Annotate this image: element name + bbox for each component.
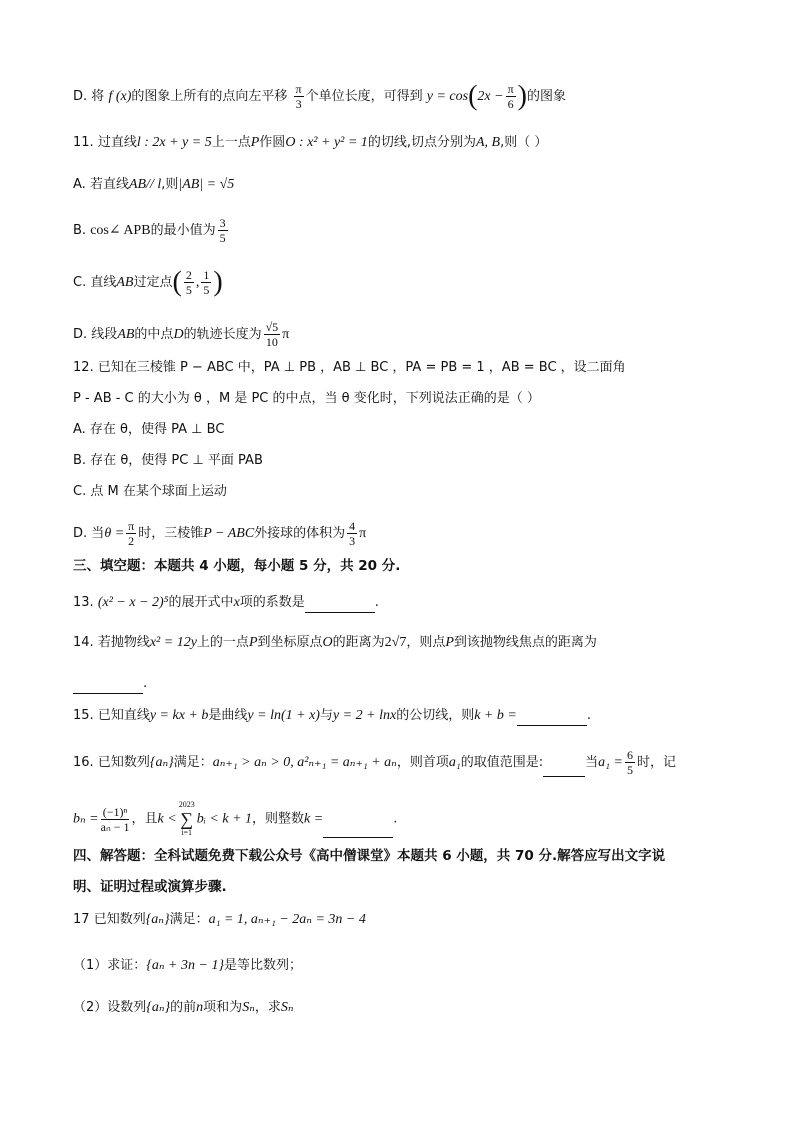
summation: 2023 ∑ i=1 (178, 800, 195, 837)
q10-option-d: D. 将 f (x)的图象上所有的点向左平移 $\frac{\pi}{3}$ 个单位长度，可得到 y = cos(2x − $\frac{\pi}{6}$ )的图象 (73, 80, 566, 112)
q11-option-d: D. 线段AB的中点D的轨迹长度为 $\frac{√5}{10}$ π (73, 320, 290, 349)
section-4-title-line1: 四、解答题：全科试题免费下载公众号《高中僧课堂》本题共 6 小题，共 70 分.解答应写出文字说 (73, 848, 666, 864)
answer-blank[interactable] (543, 756, 585, 777)
q14-blank-line: . (73, 673, 147, 694)
answer-blank[interactable] (305, 592, 375, 613)
q17-stem: 17 已知数列{aₙ}满足：a₁ = 1, aₙ₊₁ − 2aₙ = 3n − 4 (73, 912, 366, 927)
q14: 14. 若抛物线x² = 12y上的一点P到坐标原点O的距离为2√7，则点P到该抛物线焦点的距离为 (73, 635, 597, 650)
q11-stem: 11. 过直线l : 2x + y = 5上一点P作圆O : x² + y² = 1的切线,切点分别为A, B,则（ ） (73, 135, 548, 150)
q16-line1: 16. 已知数列{aₙ}满足：aₙ₊₁ > aₙ > 0, a²ₙ₊₁ = aₙ₊₁ + aₙ，则首项a₁的取值范围是: 当a₁ = $\frac{6}{5}$ 时，记 (73, 748, 677, 777)
q11-option-c: C. 直线AB过定点( $\frac{2}{5}$ , $\frac{1}{5}$ ) (73, 266, 223, 298)
q12-option-b: B. 存在 θ，使得 PC ⊥ 平面 PAB (73, 453, 263, 468)
section-3-title: 三、填空题：本题共 4 小题，每小题 5 分，共 20 分. (73, 558, 401, 574)
q12-stem-line2: P - AB - C 的大小为 θ ，M 是 PC 的中点，当 θ 变化时，下列说法正确的是（ ） (73, 391, 540, 406)
q11-option-b: B. cos∠ APB的最小值为 $\frac{3}{5}$ (73, 216, 226, 245)
answer-blank[interactable] (323, 817, 393, 838)
q12-option-c: C. 点 M 在某个球面上运动 (73, 484, 227, 499)
section-4-title-line2: 明、证明过程或演算步骤. (73, 879, 227, 895)
q12-option-a: A. 存在 θ，使得 PA ⊥ BC (73, 422, 225, 437)
q11-option-a: A. 若直线AB// l,则|AB| = √5 (73, 177, 235, 192)
q12-option-d: D. 当θ = $\frac{\pi}{2}$ 时，三棱锥P − ABC外接球的体积为 $\frac{4}{3}$ π (73, 519, 367, 548)
q12-stem-line1: 12. 已知在三棱锥 P − ABC 中，PA ⊥ PB ，AB ⊥ BC ，PA = PB = 1 ，AB = BC ，设二面角 (73, 360, 626, 375)
fraction: $\frac{\pi}{3}$ (295, 82, 302, 111)
q17-part1: （1）求证：{aₙ + 3n − 1}是等比数列； (73, 958, 303, 973)
q13: 13. (x² − x − 2)⁵的展开式中x项的系数是 . (73, 592, 379, 613)
q17-part2: （2）设数列{aₙ}的前n项和为Sₙ，求Sₙ (73, 1000, 294, 1015)
answer-blank[interactable] (73, 673, 143, 694)
q15: 15. 已知直线y = kx + b是曲线y = ln(1 + x)与y = 2 + lnx的公切线，则k + b = . (73, 705, 591, 726)
fraction: $\frac{\pi}{6}$ (507, 82, 514, 111)
answer-blank[interactable] (517, 705, 587, 726)
q16-line2: bₙ = $\frac{\text{(−1)ⁿ}}{\text{aₙ − 1}}$ ，且k < 2023 ∑ i=1 bᵢ < k + 1，则整数k = . (73, 800, 398, 837)
